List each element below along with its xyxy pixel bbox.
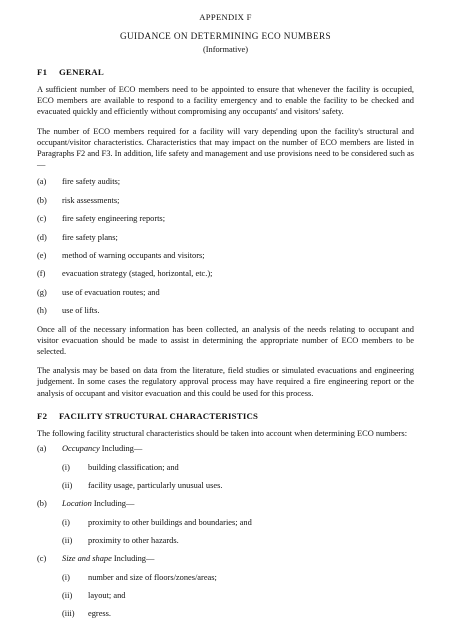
list-item-label: (f) bbox=[37, 269, 46, 279]
list-item bbox=[37, 213, 414, 231]
group-title: Size and shape bbox=[62, 553, 112, 563]
f1-paragraph-2: The number of ECO members required for a facility will vary depending upon the facility's structural and occupant/visitor characteristics. Characteristics that may impact on the number of ECO members are listed in Paragraphs F2 and F3. In addition, life safety and management and use provisions need to be considered such as— bbox=[37, 126, 414, 170]
list-item bbox=[37, 268, 414, 286]
list-item bbox=[37, 305, 414, 323]
group-title: Occupancy bbox=[62, 443, 100, 453]
list-item-label: (iii) bbox=[62, 608, 75, 618]
list-item bbox=[37, 195, 414, 213]
list-item-text: facility usage, particularly unusual uses. bbox=[88, 480, 223, 490]
f2-group-c bbox=[37, 553, 414, 572]
f1-paragraph-3: Once all of the necessary information has been collected, an analysis of the needs relating to occupant and visitor evacuation should be made to assist in determining the appropriate number of ECO members to be selected. bbox=[37, 324, 414, 356]
list-item bbox=[62, 572, 414, 590]
group-label: (a) bbox=[37, 443, 47, 453]
list-item bbox=[37, 250, 414, 268]
list-item-label: (d) bbox=[37, 232, 47, 242]
list-item bbox=[62, 480, 414, 498]
list-item-text: use of evacuation routes; and bbox=[62, 287, 160, 297]
list-item bbox=[62, 608, 414, 626]
group-suffix: Including— bbox=[91, 498, 135, 508]
f1-paragraph-4: The analysis may be based on data from the literature, field studies or simulated evacuations and engineering judgement. In some cases the regulatory approval process may have required a fire engineering report or the analysis of occupant and visitor evacuation and this could be used for this process. bbox=[37, 366, 414, 398]
f1-paragraph-1: A sufficient number of ECO members need to be appointed to ensure that whenever the facility is occupied, ECO members are available to respond to a facility emergency and to enable the facility to be checked and evacuated quickly and efficiently without compromising any occupants' and visitors' safety. bbox=[37, 85, 414, 117]
section-f1-number: F1 bbox=[37, 67, 48, 77]
group-label: (b) bbox=[37, 498, 47, 508]
section-f1-title: GENERAL bbox=[59, 67, 104, 77]
f2-group-a bbox=[37, 443, 414, 462]
list-item-label: (e) bbox=[37, 250, 47, 260]
list-item-text: fire safety plans; bbox=[62, 232, 118, 242]
section-f1-heading bbox=[37, 67, 414, 77]
list-item-text: use of lifts. bbox=[62, 306, 100, 316]
section-f2-number: F2 bbox=[37, 410, 48, 421]
list-item-text: risk assessments; bbox=[62, 195, 120, 205]
section-f2-title: FACILITY STRUCTURAL CHARACTERISTICS bbox=[59, 410, 259, 421]
list-item bbox=[62, 517, 414, 535]
list-item-label: (ii) bbox=[62, 480, 73, 490]
list-item-text: method of warning occupants and visitors; bbox=[62, 250, 205, 260]
list-item-text: evacuation strategy (staged, horizontal, etc.); bbox=[62, 269, 213, 279]
list-item bbox=[37, 176, 414, 194]
group-label: (c) bbox=[37, 553, 47, 563]
list-item-text: fire safety audits; bbox=[62, 177, 121, 187]
list-item-label: (c) bbox=[37, 214, 47, 224]
f2-group-b bbox=[37, 498, 414, 517]
f1-list bbox=[37, 176, 414, 323]
list-item-label: (g) bbox=[37, 287, 47, 297]
section-f2-heading bbox=[37, 411, 414, 421]
list-item-text: fire safety engineering reports; bbox=[62, 214, 166, 224]
f2-intro: The following facility structural characteristics should be taken into account when determining ECO numbers: bbox=[37, 428, 408, 438]
list-item-text: number and size of floors/zones/areas; bbox=[88, 572, 217, 582]
list-item-label: (i) bbox=[62, 517, 70, 527]
list-item-label: (ii) bbox=[62, 535, 73, 545]
list-item-text: proximity to other hazards. bbox=[88, 535, 179, 545]
list-item bbox=[37, 287, 414, 305]
list-item bbox=[62, 535, 414, 553]
document-subtitle: (Informative) bbox=[202, 45, 249, 54]
list-item-text: egress. bbox=[88, 608, 112, 618]
appendix-label: APPENDIX F bbox=[199, 12, 252, 22]
group-title: Location bbox=[62, 498, 92, 508]
list-item-label: (b) bbox=[37, 195, 47, 205]
list-item-text: layout; and bbox=[88, 590, 126, 600]
group-suffix: Including— bbox=[111, 553, 155, 563]
list-item bbox=[62, 590, 414, 608]
list-item bbox=[37, 232, 414, 250]
document-title: GUIDANCE ON DETERMINING ECO NUMBERS bbox=[119, 31, 331, 41]
list-item-label: (a) bbox=[37, 177, 47, 187]
group-suffix: Including— bbox=[99, 443, 143, 453]
list-item-text: proximity to other buildings and boundaries; and bbox=[88, 517, 252, 527]
list-item bbox=[62, 462, 414, 480]
list-item-label: (i) bbox=[62, 572, 70, 582]
list-item-label: (i) bbox=[62, 462, 70, 472]
f2-list bbox=[37, 443, 414, 626]
list-item-label: (h) bbox=[37, 306, 47, 316]
list-item-text: building classification; and bbox=[88, 462, 179, 472]
list-item-label: (ii) bbox=[62, 590, 73, 600]
